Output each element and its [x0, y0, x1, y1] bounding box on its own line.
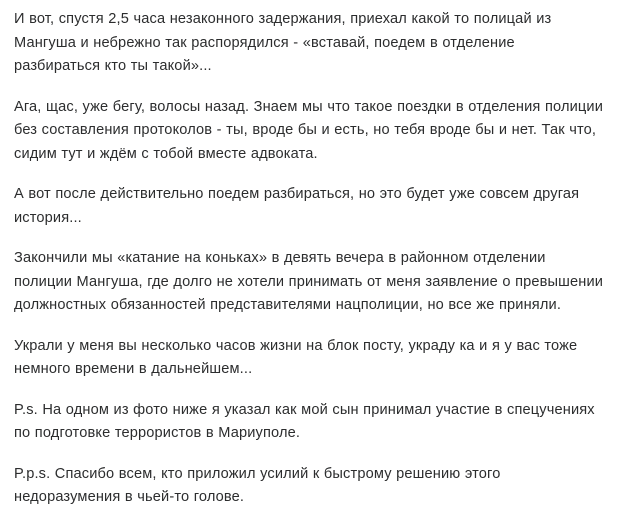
- post-paragraph: И вот, спустя 2,5 часа незаконного задержания, приехал какой то полицай из Мангуша и небрежно так распорядился - «вставай, поедем в отделение разбираться кто ты такой»...: [14, 11, 552, 74]
- post-paragraph: P.s. На одном из фото ниже я указал как мой сын принимал участие в спецучениях по подготовке террористов в Мариуполе.: [14, 401, 595, 441]
- post-paragraph: Закончили мы «катание на коньках» в девять вечера в районном отделении полиции Мангуша, где долго не хотели принимать от меня заявление о превышении должностных обязанностей представителями нацполиции, но все же приняли.: [14, 250, 604, 313]
- post-paragraph: Украли у меня вы несколько часов жизни на блок посту, украду ка и я у вас тоже немного времени в дальнейшем...: [14, 337, 578, 377]
- post-paragraph: А вот после действительно поедем разбираться, но это будет уже совсем другая история...: [14, 186, 580, 226]
- post-paragraph: Ага, щас, уже бегу, волосы назад. Знаем мы что такое поездки в отделения полиции без составления протоколов - ты, вроде бы и есть, но тебя вроде бы и нет. Так что, сидим тут и ждём с тобой вместе адвоката.: [14, 98, 604, 162]
- post-paragraph: P.p.s. Спасибо всем, кто приложил усилий к быстрому решению этого недоразумения в чьей-то голове.: [14, 465, 501, 505]
